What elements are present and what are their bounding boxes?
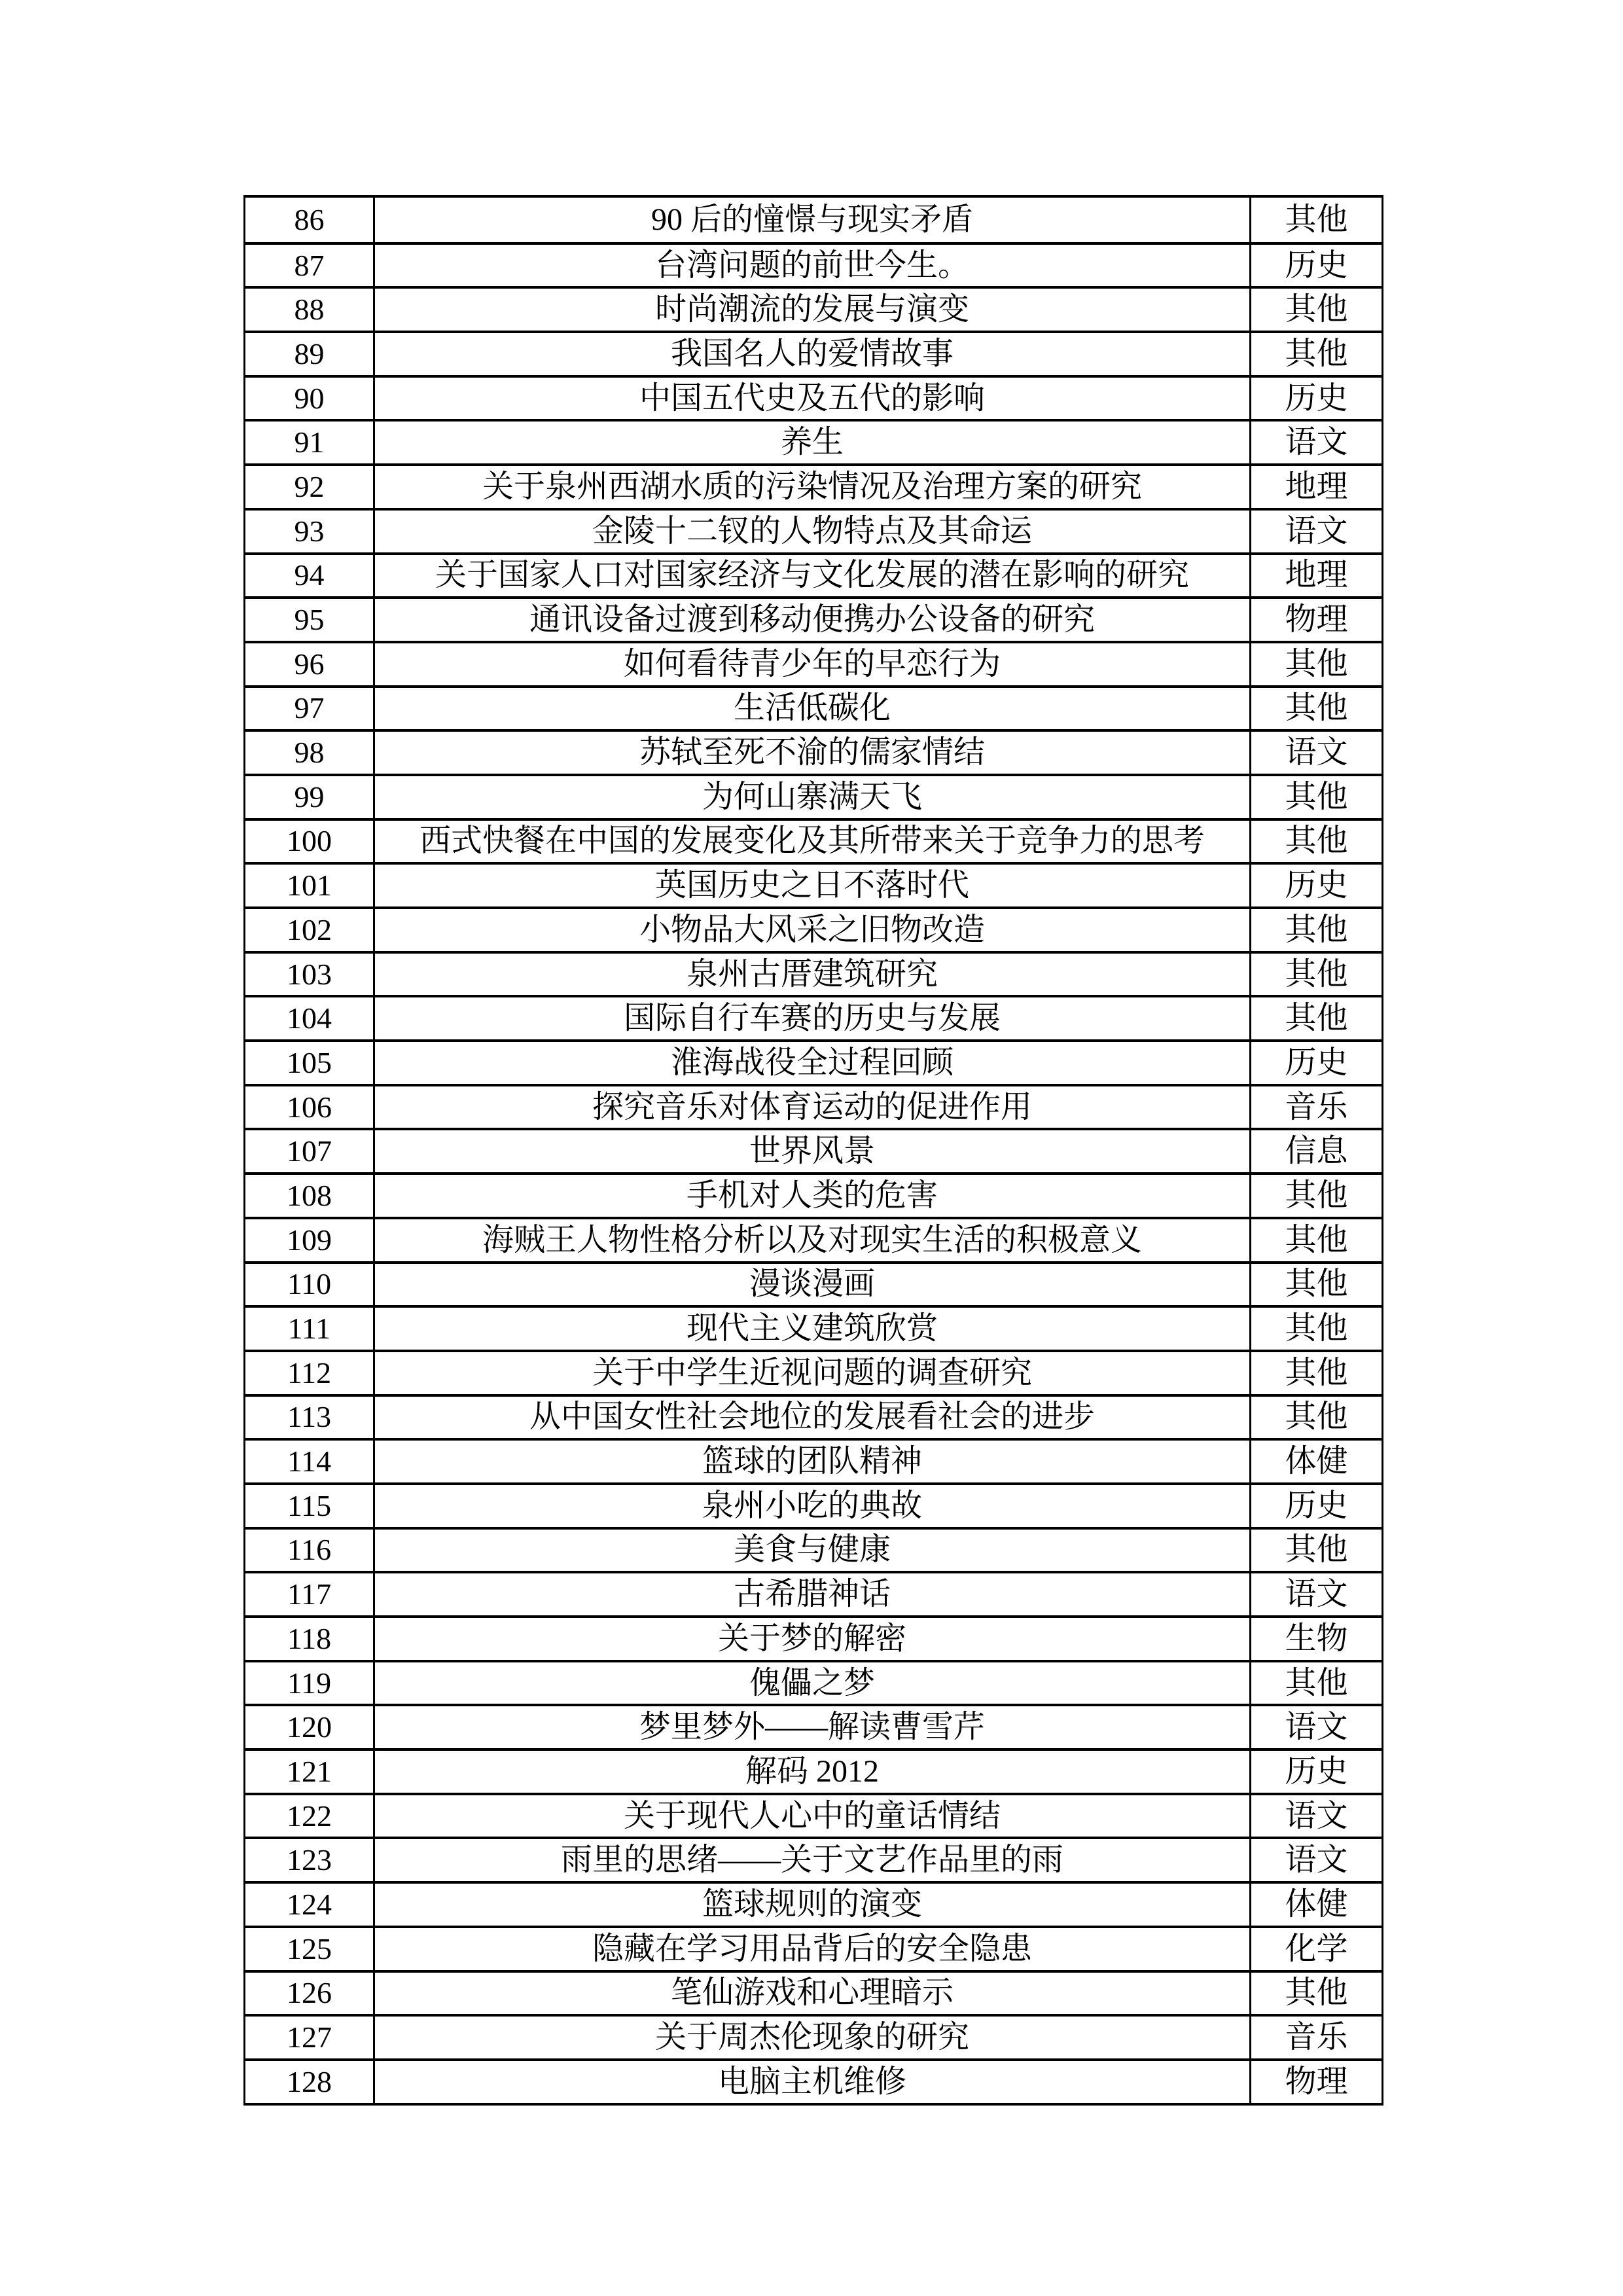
table-row [245, 596, 1382, 641]
topic-title: 淮海战役全过程回顾 [375, 1042, 1251, 1084]
topic-title: 国际自行车赛的历史与发展 [375, 997, 1251, 1039]
table-row [245, 331, 1382, 375]
subject-category: 历史 [1285, 247, 1348, 283]
table-row [245, 2014, 1382, 2058]
row-number: 94 [245, 555, 375, 597]
subject-category: 其他 [1285, 912, 1348, 947]
row-number: 99 [245, 776, 375, 818]
row-number: 114 [245, 1441, 375, 1482]
table-row [245, 1217, 1382, 1261]
subject-category: 音乐 [1285, 1089, 1348, 1124]
topic-title: 我国名人的爱情故事 [375, 333, 1251, 375]
topic-title: 关于梦的解密 [375, 1618, 1251, 1660]
table-row [245, 1704, 1382, 1748]
topic-title: 篮球的团队精神 [375, 1441, 1251, 1482]
row-number: 104 [245, 997, 375, 1039]
table-row [245, 242, 1382, 287]
subject-category: 历史 [1285, 1753, 1348, 1789]
table-row [245, 995, 1382, 1039]
table-row [245, 1438, 1382, 1482]
subject-category: 其他 [1285, 336, 1348, 371]
table-row [245, 818, 1382, 863]
subject-category: 体健 [1285, 1444, 1348, 1479]
subject-category: 其他 [1285, 1177, 1348, 1213]
table-row [245, 1261, 1382, 1306]
topic-title: 笔仙游戏和心理暗示 [375, 1973, 1251, 2015]
subject-category: 语文 [1285, 513, 1348, 548]
table-row [245, 1482, 1382, 1527]
topic-title: 西式快餐在中国的发展变化及其所带来关于竞争力的思考 [375, 821, 1251, 863]
topic-title: 关于中学生近视问题的调查研究 [375, 1352, 1251, 1394]
row-number: 88 [245, 289, 375, 331]
subject-category: 语文 [1285, 735, 1348, 770]
row-number: 98 [245, 732, 375, 774]
row-number: 100 [245, 821, 375, 863]
row-number: 101 [245, 865, 375, 906]
subject-category: 信息 [1285, 1134, 1348, 1169]
subject-category: 语文 [1285, 1710, 1348, 1745]
table-row [245, 729, 1382, 774]
row-number: 115 [245, 1485, 375, 1527]
topic-title: 探究音乐对体育运动的促进作用 [375, 1086, 1251, 1128]
row-number: 108 [245, 1175, 375, 1217]
subject-category: 地理 [1285, 469, 1348, 504]
row-number: 91 [245, 422, 375, 463]
table-row [245, 1084, 1382, 1128]
topic-title: 雨里的思绪——关于文艺作品里的雨 [375, 1839, 1251, 1881]
row-number: 103 [245, 954, 375, 996]
topic-title: 养生 [375, 422, 1251, 463]
subject-category: 语文 [1285, 1577, 1348, 1612]
table-row [245, 951, 1382, 996]
row-number: 127 [245, 2017, 375, 2058]
subject-category: 化学 [1285, 1931, 1348, 1966]
topic-title: 时尚潮流的发展与演变 [375, 289, 1251, 331]
table-row [245, 2058, 1382, 2103]
topic-title: 手机对人类的危害 [375, 1175, 1251, 1217]
topic-title: 生活低碳化 [375, 688, 1251, 730]
subject-category: 其他 [1285, 1665, 1348, 1700]
table-row [245, 1172, 1382, 1217]
subject-category: 其他 [1285, 1532, 1348, 1568]
table-row [245, 1305, 1382, 1350]
subject-category: 其他 [1285, 1311, 1348, 1346]
topic-title: 现代主义建筑欣赏 [375, 1308, 1251, 1350]
row-number: 123 [245, 1839, 375, 1881]
table-row [245, 1350, 1382, 1394]
topic-title: 苏轼至死不渝的儒家情结 [375, 732, 1251, 774]
subject-category: 语文 [1285, 425, 1348, 460]
table-row [245, 286, 1382, 331]
table-row [245, 375, 1382, 420]
subject-category: 其他 [1285, 779, 1348, 814]
table-row [245, 1615, 1382, 1660]
table-row [245, 1394, 1382, 1439]
topic-title: 为何山寨满天飞 [375, 776, 1251, 818]
subject-category: 其他 [1285, 202, 1348, 237]
table-row [245, 862, 1382, 906]
subject-category: 其他 [1285, 823, 1348, 859]
topic-title: 关于现代人心中的童话情结 [375, 1795, 1251, 1837]
subject-category: 其他 [1285, 1001, 1348, 1036]
topic-title: 从中国女性社会地位的发展看社会的进步 [375, 1397, 1251, 1439]
subject-category: 其他 [1285, 691, 1348, 726]
table-row [245, 198, 1382, 242]
subject-category: 其他 [1285, 1266, 1348, 1302]
topic-title: 世界风景 [375, 1130, 1251, 1172]
topic-title: 泉州小吃的典故 [375, 1485, 1251, 1527]
topic-title: 关于周杰伦现象的研究 [375, 2017, 1251, 2058]
topic-title: 英国历史之日不落时代 [375, 865, 1251, 906]
row-number: 86 [245, 198, 375, 242]
table-row [245, 774, 1382, 818]
subject-category: 地理 [1285, 558, 1348, 593]
table-row [245, 1128, 1382, 1172]
table-row [245, 1660, 1382, 1704]
row-number: 122 [245, 1795, 375, 1837]
row-number: 105 [245, 1042, 375, 1084]
table-row [245, 552, 1382, 597]
topic-title: 如何看待青少年的早恋行为 [375, 643, 1251, 685]
row-number: 125 [245, 1928, 375, 1970]
subject-category: 体健 [1285, 1886, 1348, 1922]
row-number: 111 [245, 1308, 375, 1350]
row-number: 120 [245, 1706, 375, 1748]
subject-category: 其他 [1285, 1355, 1348, 1390]
table-row [245, 1748, 1382, 1793]
topic-title: 梦里梦外——解读曹雪芹 [375, 1706, 1251, 1748]
table-row [245, 419, 1382, 463]
topic-title: 台湾问题的前世今生。 [375, 245, 1251, 287]
row-number: 107 [245, 1130, 375, 1172]
subject-category: 物理 [1285, 602, 1348, 637]
table-row [245, 906, 1382, 951]
row-number: 112 [245, 1352, 375, 1394]
subject-category: 其他 [1285, 1222, 1348, 1257]
row-number: 118 [245, 1618, 375, 1660]
topic-title: 关于泉州西湖水质的污染情况及治理方案的研究 [375, 466, 1251, 508]
subject-category: 生物 [1285, 1621, 1348, 1656]
row-number: 126 [245, 1973, 375, 2015]
subject-category: 历史 [1285, 1045, 1348, 1080]
row-number: 96 [245, 643, 375, 685]
subject-category: 历史 [1285, 868, 1348, 903]
table-row [245, 1793, 1382, 1837]
row-number: 109 [245, 1219, 375, 1261]
topic-title: 中国五代史及五代的影响 [375, 378, 1251, 420]
table-row [245, 685, 1382, 730]
table-row [245, 1571, 1382, 1615]
row-number: 102 [245, 909, 375, 951]
topic-title: 通讯设备过渡到移动便携办公设备的研究 [375, 599, 1251, 641]
topic-title: 傀儡之梦 [375, 1662, 1251, 1704]
topic-title: 90 后的憧憬与现实矛盾 [375, 198, 1251, 242]
row-number: 90 [245, 378, 375, 420]
topic-title: 解码 2012 [375, 1751, 1251, 1793]
row-number: 128 [245, 2061, 375, 2103]
topic-title: 小物品大风采之旧物改造 [375, 909, 1251, 951]
row-number: 121 [245, 1751, 375, 1793]
topic-title: 电脑主机维修 [375, 2061, 1251, 2103]
subject-category: 其他 [1285, 292, 1348, 327]
subject-category: 其他 [1285, 956, 1348, 992]
row-number: 87 [245, 245, 375, 287]
row-number: 97 [245, 688, 375, 730]
topic-title: 泉州古厝建筑研究 [375, 954, 1251, 996]
table-row [245, 1970, 1382, 2015]
topic-title: 关于国家人口对国家经济与文化发展的潜在影响的研究 [375, 555, 1251, 597]
subject-category: 音乐 [1285, 2020, 1348, 2055]
table-row [245, 1039, 1382, 1084]
topic-title: 美食与健康 [375, 1530, 1251, 1571]
table-row [245, 1926, 1382, 1970]
row-number: 106 [245, 1086, 375, 1128]
table-row [245, 1837, 1382, 1881]
topic-title: 金陵十二钗的人物特点及其命运 [375, 511, 1251, 552]
row-number: 110 [245, 1264, 375, 1306]
row-number: 113 [245, 1397, 375, 1439]
row-number: 93 [245, 511, 375, 552]
table-row [245, 1527, 1382, 1571]
table-row [245, 508, 1382, 552]
row-number: 116 [245, 1530, 375, 1571]
row-number: 95 [245, 599, 375, 641]
row-number: 119 [245, 1662, 375, 1704]
subject-category: 历史 [1285, 1488, 1348, 1523]
row-number: 117 [245, 1573, 375, 1615]
table-row [245, 1881, 1382, 1926]
subject-category: 历史 [1285, 380, 1348, 416]
subject-category: 语文 [1285, 1842, 1348, 1878]
row-number: 124 [245, 1884, 375, 1926]
topics-table [243, 195, 1383, 2106]
subject-category: 其他 [1285, 646, 1348, 681]
topic-title: 漫谈漫画 [375, 1264, 1251, 1306]
topic-title: 古希腊神话 [375, 1573, 1251, 1615]
row-number: 89 [245, 333, 375, 375]
subject-category: 其他 [1285, 1975, 1348, 2011]
subject-category: 语文 [1285, 1798, 1348, 1833]
table-row [245, 641, 1382, 685]
row-number: 92 [245, 466, 375, 508]
subject-category: 物理 [1285, 2064, 1348, 2099]
table-row [245, 463, 1382, 508]
topic-title: 海贼王人物性格分析以及对现实生活的积极意义 [375, 1219, 1251, 1261]
topic-title: 篮球规则的演变 [375, 1884, 1251, 1926]
topic-title: 隐藏在学习用品背后的安全隐患 [375, 1928, 1251, 1970]
subject-category: 其他 [1285, 1399, 1348, 1435]
